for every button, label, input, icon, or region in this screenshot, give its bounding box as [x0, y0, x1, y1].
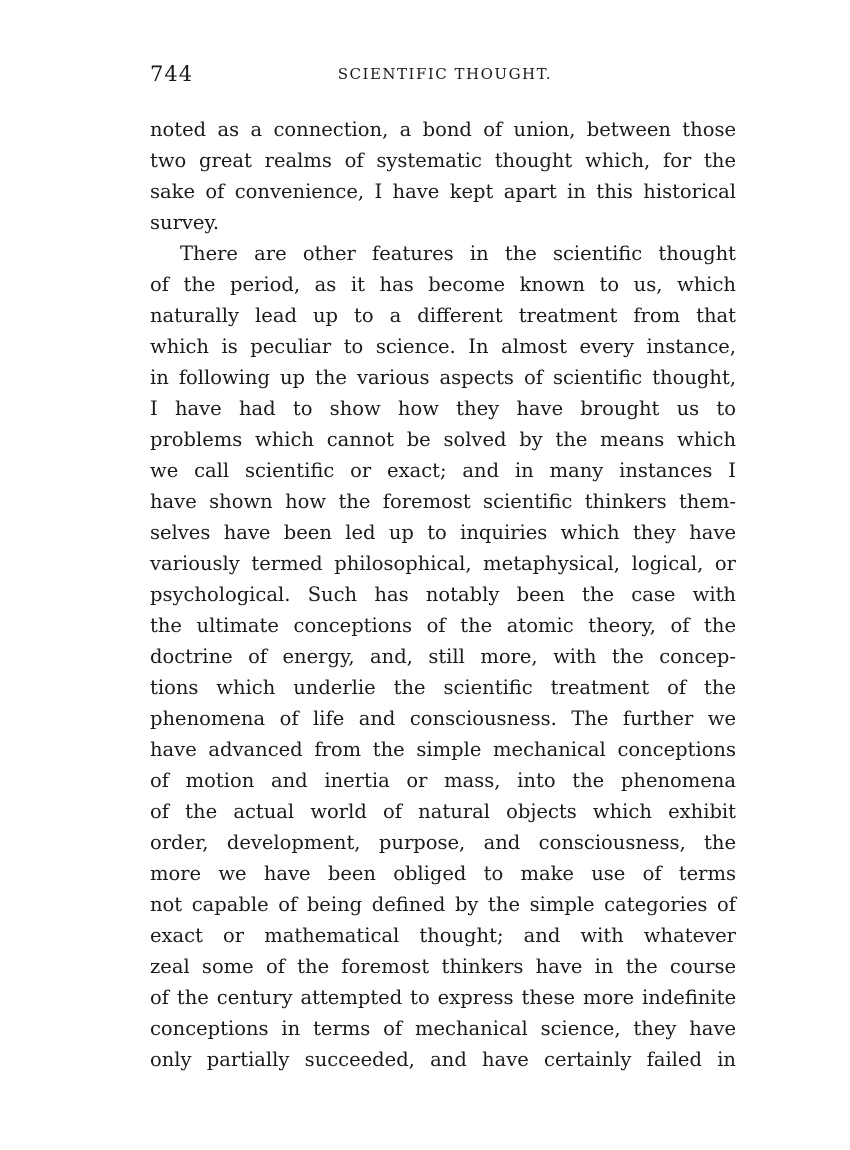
text-line: have shown how the foremost scientific thinkers them- [150, 490, 736, 513]
text-line: zeal some of the foremost thinkers have in the course [150, 955, 736, 978]
text-line: of the century attempted to express these more indefinite [150, 986, 736, 1009]
text-line: of the period, as it has become known to us, which [150, 273, 736, 296]
text-line: order, development, purpose, and consciousness, the [150, 831, 736, 854]
text-line: There are other features in the scientific thought [180, 242, 736, 265]
text-line: psychological. Such has notably been the case with [150, 583, 736, 606]
text-line: I have had to show how they have brought us to [150, 397, 736, 420]
text-line: exact or mathematical thought; and with whatever [150, 924, 736, 947]
text-line: we call scientific or exact; and in many instances I [150, 459, 736, 482]
text-line: of motion and inertia or mass, into the phenomena [150, 769, 736, 792]
paragraph-1 [150, 114, 736, 238]
text-line: phenomena of life and consciousness. The further we [150, 707, 736, 730]
text-line: variously termed philosophical, metaphysical, logical, or [150, 552, 736, 575]
page-body [150, 114, 736, 1075]
text-line: more we have been obliged to make use of terms [150, 862, 736, 885]
text-line: tions which underlie the scientific treatment of the [150, 676, 736, 699]
text-line: noted as a connection, a bond of union, between those [150, 118, 736, 141]
page-header [150, 62, 740, 88]
text-line: doctrine of energy, and, still more, with the concep- [150, 645, 736, 668]
text-line: survey. [150, 211, 220, 234]
text-line: problems which cannot be solved by the means which [150, 428, 736, 451]
text-line: naturally lead up to a different treatment from that [150, 304, 736, 327]
text-line: the ultimate conceptions of the atomic theory, of the [150, 614, 736, 637]
page-number: 744 [150, 62, 194, 86]
text-line: two great realms of systematic thought which, for the [150, 149, 736, 172]
text-line: selves have been led up to inquiries which they have [150, 521, 736, 544]
text-line: only partially succeeded, and have certainly failed in [150, 1048, 736, 1071]
text-line: have advanced from the simple mechanical conceptions [150, 738, 736, 761]
text-line: sake of convenience, I have kept apart in this historical [150, 180, 736, 203]
text-line: not capable of being defined by the simple categories of [150, 893, 736, 916]
running-head: SCIENTIFIC THOUGHT. [337, 65, 553, 83]
text-line: in following up the various aspects of scientific thought, [150, 366, 736, 389]
paragraph-2 [150, 238, 736, 1075]
text-line: conceptions in terms of mechanical science, they have [150, 1017, 736, 1040]
text-line: of the actual world of natural objects which exhibit [150, 800, 736, 823]
text-line: which is peculiar to science. In almost every instance, [150, 335, 736, 358]
